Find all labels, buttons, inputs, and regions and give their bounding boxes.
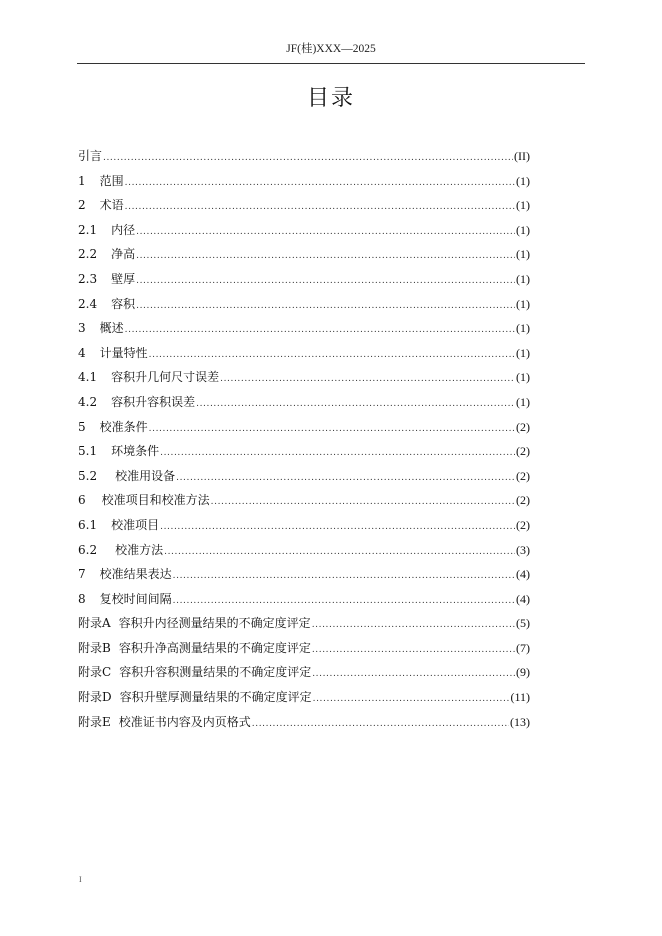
toc-entry[interactable]: [78, 193, 530, 218]
toc-entry-number: 2.1: [78, 222, 98, 237]
page-number-mark: I: [79, 875, 82, 884]
toc-entry-page: (1): [516, 173, 530, 188]
toc-entry-number: 2.2: [78, 247, 98, 262]
toc-entry-title: 计量特性: [99, 345, 148, 360]
toc-entry-title: 校准方法: [115, 542, 164, 557]
toc-entry-title: 净高: [111, 247, 136, 262]
toc-entry-page: (13): [510, 714, 530, 729]
toc-entry[interactable]: [78, 292, 530, 317]
dot-leader: [312, 636, 515, 663]
toc-entry-title: 容积升净高测量结果的不确定度评定: [118, 640, 311, 655]
toc-entry[interactable]: [78, 169, 530, 194]
toc-entry-title: 容积升壁厚测量结果的不确定度评定: [119, 690, 312, 705]
dot-leader: [164, 538, 515, 565]
dot-leader: [160, 513, 515, 540]
toc-entry-number: 附录A: [78, 616, 111, 631]
toc-entry-number: 2: [78, 198, 86, 213]
toc-entry[interactable]: [78, 587, 530, 612]
toc-entry-page: (9): [516, 665, 530, 680]
toc-entry-title: 复校时间间隔: [99, 591, 172, 606]
dot-leader: [220, 365, 515, 392]
toc-entry-title: 容积升容积测量结果的不确定度评定: [119, 665, 312, 680]
dot-leader: [196, 390, 515, 417]
toc-entry-title: 校准用设备: [115, 468, 176, 483]
toc-entry-title: 术语: [99, 198, 124, 213]
dot-leader: [125, 316, 515, 343]
toc-entry-page: (II): [514, 149, 530, 163]
toc-entry[interactable]: [78, 710, 530, 735]
toc-entry[interactable]: [78, 341, 530, 366]
toc-entry-title: 壁厚: [111, 271, 136, 286]
dot-leader: [312, 611, 515, 638]
toc-entry[interactable]: [78, 685, 530, 710]
toc-entry-page: (11): [510, 690, 530, 705]
toc-entry-page: (1): [516, 222, 530, 237]
toc-entry-title: 容积升内径测量结果的不确定度评定: [118, 616, 311, 631]
toc-entry[interactable]: [78, 488, 530, 513]
toc-entry-number: 2.4: [78, 296, 98, 311]
dot-leader: [125, 193, 515, 220]
toc-entry-number: 1: [78, 173, 86, 188]
toc-entry[interactable]: [78, 439, 530, 464]
toc-entry-number: 4.1: [78, 370, 98, 385]
dot-leader: [312, 660, 515, 687]
toc-entry[interactable]: [78, 660, 530, 685]
toc-entry-number: 附录C: [78, 665, 112, 680]
dot-leader: [149, 341, 515, 368]
toc-entry-title: 概述: [99, 321, 124, 336]
dot-leader: [125, 169, 515, 196]
dot-leader: [252, 710, 509, 737]
page-title: 目录: [306, 86, 355, 111]
toc-entry-title: 容积升几何尺寸误差: [111, 370, 220, 385]
toc-entry-page: (5): [516, 616, 530, 631]
toc-entry-title: 容积升容积误差: [111, 394, 196, 409]
toc-entry-title: 容积: [111, 296, 136, 311]
table-of-contents: [78, 144, 530, 734]
toc-entry-number: 7: [78, 567, 86, 582]
toc-entry[interactable]: [78, 611, 530, 636]
toc-entry-page: (1): [516, 271, 530, 286]
toc-entry-title: 校准项目: [111, 517, 160, 532]
toc-entry-number: 5.2: [78, 468, 98, 483]
toc-entry-title: 校准条件: [99, 419, 148, 434]
toc-entry-page: (1): [516, 198, 530, 213]
toc-entry-page: (4): [516, 567, 530, 582]
toc-entry-number: 6.2: [78, 542, 98, 557]
dot-leader: [136, 267, 515, 294]
toc-entry-number: 6.1: [78, 517, 98, 532]
toc-entry-number: 4: [78, 345, 86, 360]
dot-leader: [173, 587, 515, 614]
toc-entry[interactable]: [78, 144, 530, 169]
toc-entry-title: 范围: [99, 173, 124, 188]
toc-entry-number: 5.1: [78, 444, 98, 459]
dot-leader: [136, 242, 515, 269]
dot-leader: [211, 488, 515, 515]
toc-entry[interactable]: [78, 218, 530, 243]
toc-entry-page: (2): [516, 517, 530, 532]
dot-leader: [136, 292, 515, 319]
toc-entry-number: 8: [78, 591, 86, 606]
toc-entry[interactable]: [78, 267, 530, 292]
toc-entry[interactable]: [78, 316, 530, 341]
dot-leader: [136, 218, 515, 245]
toc-entry-title: 环境条件: [111, 444, 160, 459]
toc-entry[interactable]: [78, 513, 530, 538]
toc-entry-page: (1): [516, 345, 530, 360]
dot-leader: [313, 685, 510, 712]
toc-entry-number: 3: [78, 321, 86, 336]
toc-entry-title: 引言: [78, 149, 103, 163]
toc-entry-page: (3): [516, 542, 530, 557]
toc-entry-page: (2): [516, 468, 530, 483]
toc-entry-number: 附录D: [78, 690, 112, 705]
toc-entry-title: 校准结果表达: [99, 567, 172, 582]
toc-entry[interactable]: [78, 415, 530, 440]
toc-entry-number: 附录E: [78, 714, 111, 729]
toc-entry-page: (4): [516, 591, 530, 606]
document-code-header: JF(桂)XXX—2025: [286, 43, 376, 55]
toc-entry[interactable]: [78, 538, 530, 563]
toc-entry-number: 2.3: [78, 271, 98, 286]
dot-leader: [160, 439, 515, 466]
toc-entry-page: (1): [516, 296, 530, 311]
toc-entry-page: (2): [516, 444, 530, 459]
dot-leader: [176, 464, 515, 491]
toc-entry-page: (1): [516, 370, 530, 385]
header-rule: [77, 63, 585, 64]
toc-entry[interactable]: [78, 365, 530, 390]
toc-entry[interactable]: [78, 636, 530, 661]
dot-leader: [103, 144, 513, 171]
toc-entry[interactable]: [78, 464, 530, 489]
toc-entry-number: 5: [78, 419, 86, 434]
toc-entry-title: 校准证书内容及内页格式: [118, 714, 251, 729]
toc-entry-page: (1): [516, 247, 530, 262]
toc-entry[interactable]: [78, 390, 530, 415]
toc-entry-title: 校准项目和校准方法: [101, 493, 210, 508]
toc-entry-title: 内径: [111, 222, 136, 237]
toc-entry[interactable]: [78, 242, 530, 267]
toc-entry-number: 4.2: [78, 394, 98, 409]
toc-entry[interactable]: [78, 562, 530, 587]
toc-entry-number: 附录B: [78, 640, 111, 655]
toc-entry-page: (2): [516, 419, 530, 434]
toc-entry-page: (1): [516, 321, 530, 336]
toc-entry-page: (2): [516, 493, 530, 508]
toc-entry-page: (7): [516, 640, 530, 655]
dot-leader: [149, 415, 515, 442]
toc-entry-number: 6: [78, 493, 86, 508]
dot-leader: [173, 562, 515, 589]
toc-entry-page: (1): [516, 394, 530, 409]
